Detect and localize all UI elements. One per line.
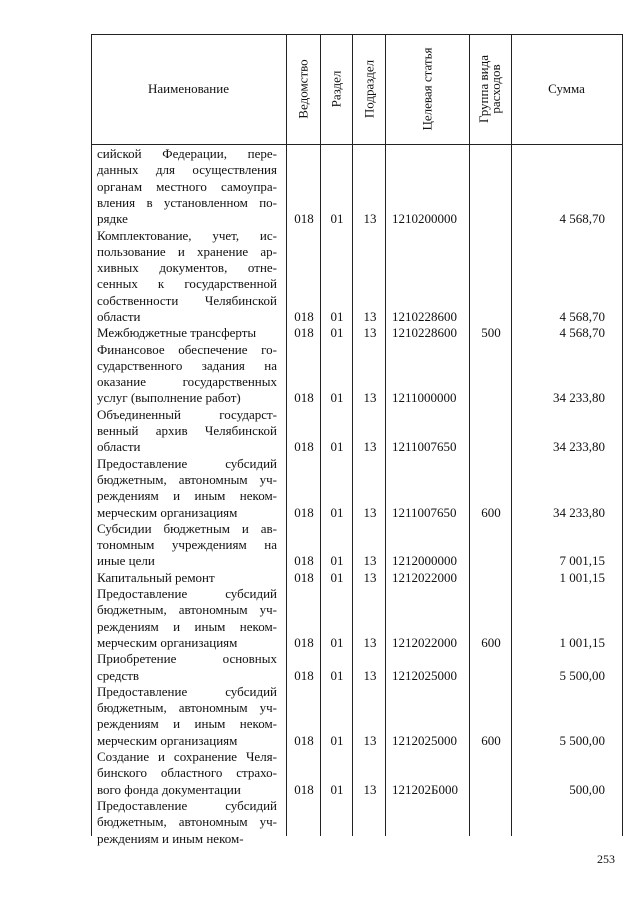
row-razdel: 01 [330,309,344,324]
row-vedomstvo: 018 [294,553,314,569]
row-gruppa: 600 [481,732,501,748]
row-name [97,146,277,227]
table-row [0,651,640,684]
row-podrazdel: 13 [363,553,377,569]
header-gruppa-line2: расходов [488,64,503,114]
header-gruppa [478,55,502,123]
row-razdel: 01 [330,781,344,797]
row-summa: 34 233,80 [553,504,605,520]
header-podrazdel: Подраздел [361,59,377,119]
row-podrazdel: 13 [363,732,377,748]
row-name-line: Объединенный государст- [97,406,277,422]
header-name: Наименование [148,81,229,96]
row-podrazdel: 13 [363,781,377,797]
row-vedomstvo: 018 [294,439,314,455]
row-name [97,342,277,407]
row-podrazdel: 13 [363,504,377,520]
header-gruppa-line1: Группа вида [476,55,491,123]
row-name-line: бюджетным, автономным уч- [97,700,277,716]
row-celevaya: 1212022000 [392,569,457,585]
row-name [97,456,277,521]
row-name-line: Капитальный ремонт [97,569,215,585]
row-name-line: средств [97,667,140,683]
row-name-line: вления в установленном по- [97,194,277,210]
row-razdel: 01 [330,211,344,227]
row-podrazdel: 13 [363,667,377,683]
row-name [97,798,277,847]
row-name-line: реждениям и иным неком- [97,618,277,634]
row-vedomstvo: 018 [294,667,314,683]
row-name [97,228,277,326]
row-summa: 4 568,70 [559,309,605,324]
row-razdel: 01 [330,390,344,406]
table-row [0,521,640,570]
row-name-line: рядке [97,211,128,227]
row-name-line: собственности Челябинской [97,292,277,308]
row-vedomstvo: 018 [294,390,314,406]
row-name-line: Предоставление субсидий [97,586,277,602]
row-name-line: венный архив Челябинской [97,423,277,439]
table-row [0,228,640,326]
row-celevaya: 1212022000 [392,634,457,650]
table-row [0,456,640,521]
row-name-line: Финансовое обеспечение го- [97,341,277,357]
row-celevaya: 1211000000 [392,390,457,406]
row-name-line: сенных к государственной [97,276,277,292]
row-razdel: 01 [330,553,344,569]
row-vedomstvo: 018 [294,781,314,797]
table-row [0,798,640,847]
table-row [0,749,640,798]
row-name-line: сийской Федерации, пере- [97,146,277,161]
header-vedomstvo: Ведомство [295,59,311,119]
row-razdel: 01 [330,325,344,341]
row-vedomstvo: 018 [294,569,314,585]
row-name-line: хивных документов, отне- [97,260,277,276]
row-name-line: Предоставление субсидий [97,798,277,813]
row-podrazdel: 13 [363,309,377,324]
row-razdel: 01 [330,732,344,748]
row-podrazdel: 13 [363,211,377,227]
row-razdel: 01 [330,634,344,650]
row-name-line: бюджетным, автономным уч- [97,471,277,487]
row-razdel: 01 [330,504,344,520]
row-name-line: реждениям и иным неком- [97,830,244,846]
row-gruppa: 600 [481,504,501,520]
row-name-line: мерческим организациям [97,504,238,520]
table-top-border [91,34,623,35]
row-summa: 34 233,80 [553,390,605,406]
row-name-line: пользование и хранение ар- [97,243,277,259]
row-name-line: иные цели [97,553,155,569]
row-name-line: бинского областного страхо- [97,765,277,781]
row-name [97,570,277,586]
table-row [0,342,640,407]
row-name [97,749,277,798]
header-summa: Сумма [548,81,585,96]
row-summa: 1 001,15 [559,634,605,650]
row-razdel: 01 [330,667,344,683]
row-razdel: 01 [330,569,344,585]
table-row [0,684,640,749]
row-vedomstvo: 018 [294,325,314,341]
row-summa: 7 001,15 [559,553,605,569]
row-celevaya: 1210228600 [392,309,457,324]
row-name-line: данных для осуществления [97,162,277,178]
row-name-line: органам местного самоупра- [97,178,277,194]
row-gruppa: 500 [481,325,501,341]
row-summa: 5 500,00 [559,732,605,748]
header-celevaya: Целевая статья [419,47,435,131]
row-celevaya: 1212025000 [392,732,457,748]
row-vedomstvo: 018 [294,732,314,748]
row-gruppa: 600 [481,634,501,650]
row-summa: 1 001,15 [559,569,605,585]
row-summa: 4 568,70 [559,325,605,341]
table-row [0,570,640,586]
row-razdel: 01 [330,439,344,455]
row-vedomstvo: 018 [294,211,314,227]
row-name [97,586,277,651]
table-row [0,325,640,341]
row-name-line: Предоставление субсидий [97,455,277,471]
row-name-line: Субсидии бюджетным и ав- [97,520,277,536]
row-name-line: области [97,308,141,324]
row-name-line: бюджетным, автономным уч- [97,814,277,830]
row-name-line: сударственного задания на [97,357,277,373]
row-summa: 4 568,70 [559,211,605,227]
row-name-line: Приобретение основных [97,651,277,667]
row-name-line: оказание государственных [97,374,277,390]
row-name [97,407,277,456]
row-vedomstvo: 018 [294,309,314,324]
row-celevaya: 1212000000 [392,553,457,569]
row-podrazdel: 13 [363,634,377,650]
table-row [0,146,640,228]
header-razdel: Раздел [328,70,344,108]
row-celevaya: 1211007650 [392,439,457,455]
row-celevaya: 1210228600 [392,325,457,341]
row-name-line: Комплектование, учет, ис- [97,227,277,243]
row-summa: 5 500,00 [559,667,605,683]
table-row [0,586,640,651]
row-name-line: Межбюджетные трансферты [97,325,257,341]
row-celevaya: 1212025000 [392,667,457,683]
row-name-line: мерческим организациям [97,732,238,748]
row-name-line: бюджетным, автономным уч- [97,602,277,618]
row-name [97,684,277,749]
row-name-line: вого фонда документации [97,781,241,797]
row-name [97,651,277,684]
page-number: 253 [597,852,615,866]
table-row [0,407,640,456]
header-bottom-border [91,144,623,145]
row-vedomstvo: 018 [294,504,314,520]
row-summa: 500,00 [569,781,605,797]
row-name-line: мерческим организациям [97,634,238,650]
row-name-line: Предоставление субсидий [97,683,277,699]
row-name-line: услуг (выполнение работ) [97,390,241,406]
row-podrazdel: 13 [363,439,377,455]
row-vedomstvo: 018 [294,634,314,650]
row-celevaya: 121202Б000 [392,781,458,797]
row-name-line: тономным учреждениям на [97,537,277,553]
row-name [97,325,277,341]
row-name-line: Создание и сохранение Челя- [97,749,277,765]
row-name [97,521,277,570]
row-name-line: реждениям и иным неком- [97,716,277,732]
row-podrazdel: 13 [363,569,377,585]
row-name-line: области [97,439,141,455]
row-podrazdel: 13 [363,325,377,341]
row-summa: 34 233,80 [553,439,605,455]
row-name-line: реждениям и иным неком- [97,488,277,504]
row-celevaya: 1211007650 [392,504,457,520]
row-celevaya: 1210200000 [392,211,457,227]
row-podrazdel: 13 [363,390,377,406]
